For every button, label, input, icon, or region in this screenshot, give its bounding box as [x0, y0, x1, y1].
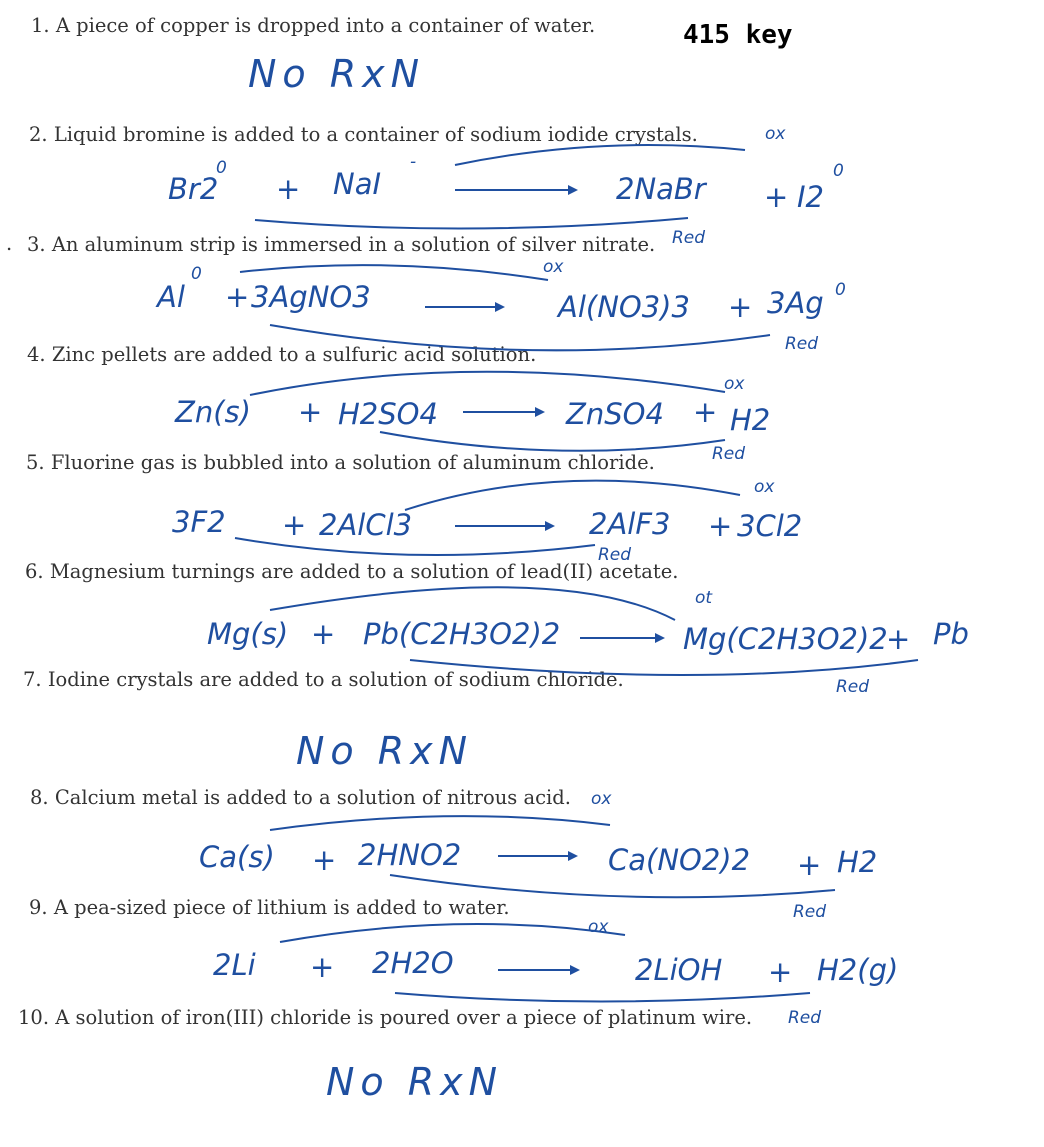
- answer-4-product-1: ZnSO4: [566, 397, 664, 431]
- answer-2-reactant-2: NaI: [333, 167, 382, 201]
- stray-mark: .: [6, 232, 13, 255]
- answer-8-reactant-2: 2HNO2: [358, 838, 462, 872]
- answer-2-reactant-1: Br2: [168, 172, 219, 206]
- answer-6-product-1: Mg(C2H3O2)2: [683, 622, 888, 656]
- ox-arc-2: [455, 145, 745, 165]
- answer-3-ox-state-r1: 0: [191, 264, 202, 284]
- answer-8-reactant-1: Ca(s): [199, 840, 275, 874]
- answer-8-plus-2: +: [797, 848, 822, 882]
- answer-2-product-1: 2NaBr: [616, 172, 706, 206]
- answer-3-ox-label: ox: [543, 257, 564, 277]
- answer-2-plus-1: +: [276, 172, 301, 206]
- answer-8-ox-label: ox: [591, 789, 612, 809]
- answer-4-ox-label: ox: [724, 374, 745, 394]
- answer-3-plus-1: +: [225, 280, 250, 314]
- red-arc-3: [270, 325, 770, 350]
- question-text: Zinc pellets are added to a sulfuric acid solution.: [51, 343, 537, 366]
- answer-2-ox-state-p2: 0: [833, 161, 844, 181]
- answer-6-product-2: Pb: [933, 617, 969, 651]
- answer-3-product-1: Al(NO3)3: [558, 290, 690, 324]
- answer-1-no-reaction: No RxN: [248, 52, 426, 96]
- answer-5-red-label: Red: [598, 545, 632, 565]
- answer-9-product-2: H2(g): [817, 953, 899, 987]
- question-number: 4.: [27, 343, 46, 366]
- answer-10-no-reaction: No RxN: [326, 1060, 504, 1104]
- answer-8-product-1: Ca(NO2)2: [608, 843, 751, 877]
- red-arc-2: [255, 218, 688, 229]
- question-number: 3.: [27, 233, 46, 256]
- red-arc-4: [380, 432, 725, 451]
- question-text: Calcium metal is added to a solution of nitrous acid.: [54, 786, 571, 809]
- answer-3-reactant-1: Al: [157, 280, 185, 314]
- question-number: 7.: [23, 668, 42, 691]
- answer-9-ox-label: ox: [588, 917, 609, 937]
- question-number: 5.: [26, 451, 45, 474]
- question-text: Iodine crystals are added to a solution of sodium chloride.: [47, 668, 624, 691]
- answer-4-red-label: Red: [712, 444, 746, 464]
- question-text: A piece of copper is dropped into a container of water.: [55, 14, 596, 37]
- answer-2-product-2: I2: [797, 180, 825, 214]
- answer-6-plus-1: +: [311, 617, 336, 651]
- answer-5-product-1: 2AlF3: [589, 507, 671, 541]
- arrowhead: [655, 633, 665, 643]
- arrowhead: [535, 407, 545, 417]
- answer-4-reactant-1: Zn(s): [175, 395, 251, 429]
- red-arc-8: [390, 875, 835, 897]
- answer-5-plus-1: +: [282, 508, 307, 542]
- answer-3-plus-2: +: [728, 290, 753, 324]
- answer-5-plus-2: +: [708, 509, 733, 543]
- answer-9-product-1: 2LiOH: [635, 953, 723, 987]
- answer-7-no-reaction: No RxN: [296, 729, 474, 773]
- answer-6-red-label: Red: [836, 677, 870, 697]
- answer-9-reactant-1: 2Li: [213, 948, 256, 982]
- answer-5-product-2: 3Cl2: [737, 509, 803, 543]
- answer-4-plus-2: +: [693, 395, 718, 429]
- red-arc-5: [235, 538, 595, 555]
- answer-8-red-label: Red: [793, 902, 827, 922]
- answer-3-ox-state-p2: 0: [835, 280, 846, 300]
- answer-8-product-2: H2: [837, 845, 878, 879]
- arrowhead: [495, 302, 505, 312]
- question-number: 8.: [30, 786, 49, 809]
- answer-3-red-label: Red: [785, 334, 819, 354]
- arrowhead: [570, 965, 580, 975]
- red-arc-6: [410, 660, 918, 675]
- question-number: 9.: [29, 896, 48, 919]
- answer-4-product-2: H2: [730, 403, 771, 437]
- arrowhead: [568, 851, 578, 861]
- question-number: 1.: [31, 14, 50, 37]
- ox-arc-8: [270, 816, 610, 830]
- question-number: 10.: [18, 1006, 50, 1029]
- answer-3-reactant-2: 3AgNO3: [251, 280, 371, 314]
- answer-2-ox-state-r1: 0: [216, 158, 227, 178]
- answer-2-ox-label: ox: [765, 124, 786, 144]
- answer-5-reactant-2: 2AlCl3: [319, 508, 413, 542]
- answer-4-plus-1: +: [298, 395, 323, 429]
- ox-arc-5: [405, 481, 740, 510]
- answer-3-product-2: 3Ag: [767, 286, 824, 320]
- question-text: An aluminum strip is immersed in a solution of silver nitrate.: [51, 233, 656, 256]
- answer-6-reactant-2: Pb(C2H3O2)2: [363, 617, 561, 651]
- answer-9-reactant-2: 2H2O: [372, 946, 454, 980]
- question-text: Magnesium turnings are added to a solution of lead(II) acetate.: [49, 560, 679, 583]
- answer-6-plus-2: +: [886, 622, 911, 656]
- question-text: Liquid bromine is added to a container of sodium iodide crystals.: [53, 123, 698, 146]
- answer-4-reactant-2: H2SO4: [338, 397, 438, 431]
- answer-5-ox-label: ox: [754, 477, 775, 497]
- answer-9-plus-2: +: [768, 955, 793, 989]
- ox-arc-3: [240, 265, 548, 280]
- answer-8-plus-1: +: [312, 843, 337, 877]
- answer-9-red-label: Red: [788, 1008, 822, 1028]
- question-text: A solution of iron(III) chloride is poured over a piece of platinum wire.: [55, 1006, 753, 1029]
- arrowhead: [568, 185, 578, 195]
- answer-5-reactant-1: 3F2: [172, 505, 226, 539]
- key-label: 415 key: [683, 20, 793, 50]
- answer-2-red-label: Red: [672, 228, 706, 248]
- red-arc-9: [395, 993, 810, 1002]
- ox-arc-9: [280, 924, 625, 942]
- question-number: 2.: [29, 123, 48, 146]
- arrowhead: [545, 521, 555, 531]
- answer-2-ox-state-r2: -: [410, 152, 417, 172]
- question-text: Fluorine gas is bubbled into a solution of aluminum chloride.: [50, 451, 655, 474]
- ox-arc-4: [250, 372, 725, 395]
- answer-6-reactant-1: Mg(s): [207, 617, 289, 651]
- ox-arc-6: [270, 587, 675, 620]
- question-number: 6.: [25, 560, 44, 583]
- question-text: A pea-sized piece of lithium is added to water.: [53, 896, 510, 919]
- answer-6-ox-label: ot: [695, 588, 713, 608]
- answer-9-plus-1: +: [310, 950, 335, 984]
- answer-2-plus-2: +: [764, 180, 789, 214]
